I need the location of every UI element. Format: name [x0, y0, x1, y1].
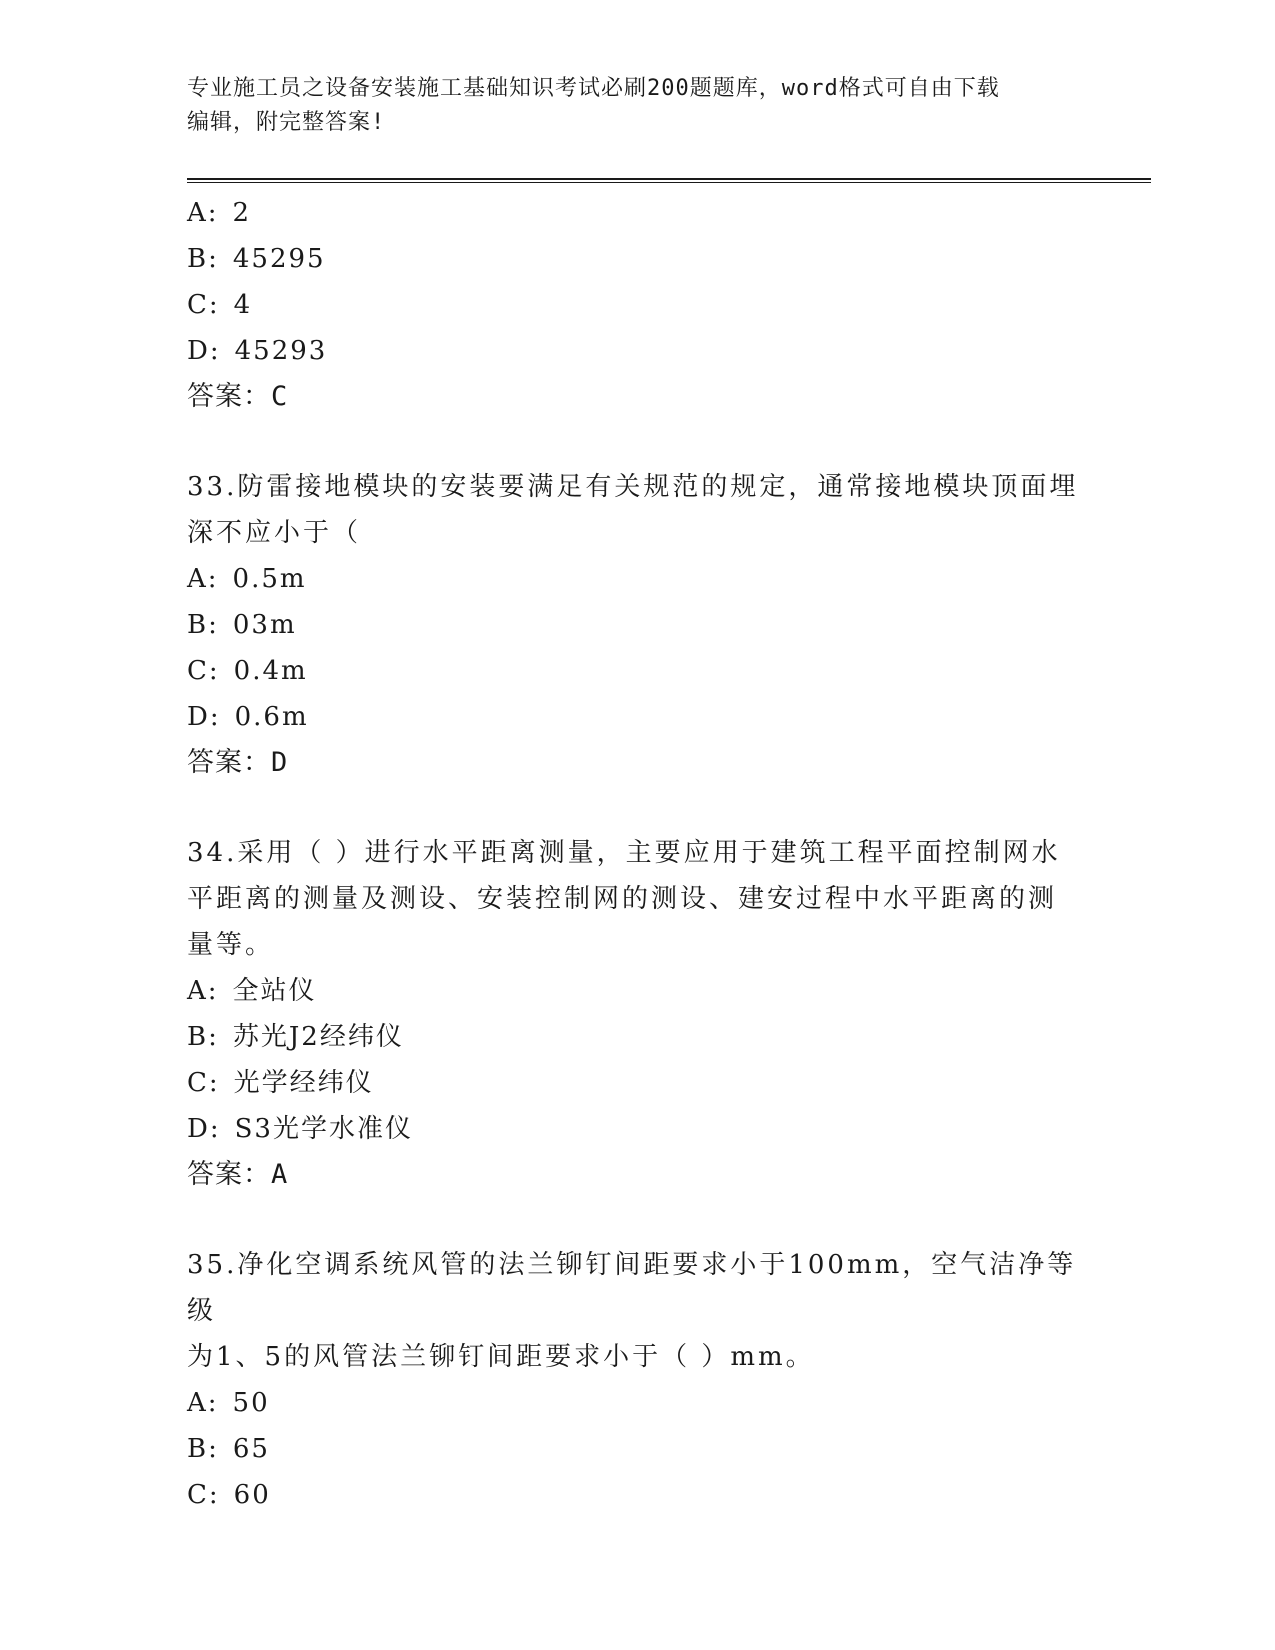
answer-line — [187, 1152, 1087, 1198]
stem-line: 量等。 — [187, 930, 275, 960]
option-letter: C: — [187, 1068, 220, 1098]
stem-line: 深不应小于（ — [187, 518, 362, 548]
option-a — [187, 556, 1087, 602]
option-letter: C: — [187, 290, 220, 320]
answer-value: A — [271, 1159, 289, 1190]
option-letter: C: — [187, 656, 220, 686]
answer-label: 答案： — [187, 747, 271, 778]
option-text: 50 — [232, 1388, 270, 1418]
stem-line: 33.防雷接地模块的安装要满足有关规范的规定，通常接地模块顶面埋 — [187, 472, 1079, 502]
question-33 — [187, 464, 1087, 786]
answer-value: D — [271, 747, 289, 778]
stem-line: 平距离的测量及测设、安装控制网的测设、建安过程中水平距离的测 — [187, 884, 1058, 914]
option-letter: B: — [187, 1022, 219, 1052]
option-letter: A: — [187, 564, 219, 594]
page-header — [187, 72, 1087, 140]
option-text: 65 — [232, 1434, 270, 1464]
option-letter: B: — [187, 610, 219, 640]
option-letter: D: — [187, 1114, 221, 1144]
option-a — [187, 968, 1087, 1014]
option-c — [187, 648, 1087, 694]
option-text: 2 — [232, 198, 252, 228]
question-stem — [187, 1242, 1087, 1380]
option-d — [187, 1106, 1087, 1152]
option-c — [187, 1060, 1087, 1106]
option-text: 45293 — [234, 336, 328, 366]
answer-label: 答案： — [187, 381, 271, 412]
option-a — [187, 190, 1087, 236]
option-letter: B: — [187, 1434, 219, 1464]
option-letter: A: — [187, 1388, 219, 1418]
option-text: 60 — [233, 1480, 271, 1510]
option-text: 全站仪 — [232, 976, 317, 1006]
option-d — [187, 328, 1087, 374]
option-b — [187, 1426, 1087, 1472]
option-text: 0.6m — [234, 702, 309, 732]
option-d — [187, 694, 1087, 740]
option-b — [187, 602, 1087, 648]
header-rule-thin — [187, 182, 1151, 183]
stem-line: 为1、5的风管法兰铆钉间距要求小于（ ）mm。 — [187, 1342, 815, 1372]
option-a — [187, 1380, 1087, 1426]
stem-line: 35.净化空调系统风管的法兰铆钉间距要求小于100mm，空气洁净等级 — [187, 1250, 1077, 1326]
option-text: 03m — [232, 610, 297, 640]
option-text: S3光学水准仪 — [234, 1114, 413, 1144]
option-letter: A: — [187, 198, 219, 228]
answer-value: C — [271, 381, 289, 412]
question-stem — [187, 830, 1087, 968]
option-letter: C: — [187, 1480, 220, 1510]
option-b — [187, 236, 1087, 282]
option-text: 45295 — [232, 244, 326, 274]
answer-line — [187, 374, 1087, 420]
stem-line: 34.采用（ ）进行水平距离测量，主要应用于建筑工程平面控制网水 — [187, 838, 1061, 868]
header-rule-thick — [187, 178, 1151, 180]
option-text: 0.4m — [233, 656, 308, 686]
option-letter: A: — [187, 976, 219, 1006]
option-text: 4 — [233, 290, 253, 320]
question-34 — [187, 830, 1087, 1198]
header-line-1: 专业施工员之设备安装施工基础知识考试必刷200题题库，word格式可自由下载 — [187, 76, 1000, 101]
answer-line — [187, 740, 1087, 786]
option-text: 光学经纬仪 — [233, 1068, 374, 1098]
header-line-2: 编辑，附完整答案! — [187, 110, 386, 135]
option-letter: D: — [187, 702, 221, 732]
question-35 — [187, 1242, 1087, 1518]
spacer — [187, 420, 1087, 464]
document-content — [187, 190, 1087, 1518]
spacer — [187, 1198, 1087, 1242]
option-c — [187, 282, 1087, 328]
question-stem — [187, 464, 1087, 556]
option-c — [187, 1472, 1087, 1518]
option-text: 0.5m — [232, 564, 307, 594]
option-letter: D: — [187, 336, 221, 366]
option-b — [187, 1014, 1087, 1060]
answer-label: 答案： — [187, 1159, 271, 1190]
question-32-tail — [187, 190, 1087, 420]
spacer — [187, 786, 1087, 830]
option-text: 苏光J2经纬仪 — [232, 1022, 404, 1052]
option-letter: B: — [187, 244, 219, 274]
